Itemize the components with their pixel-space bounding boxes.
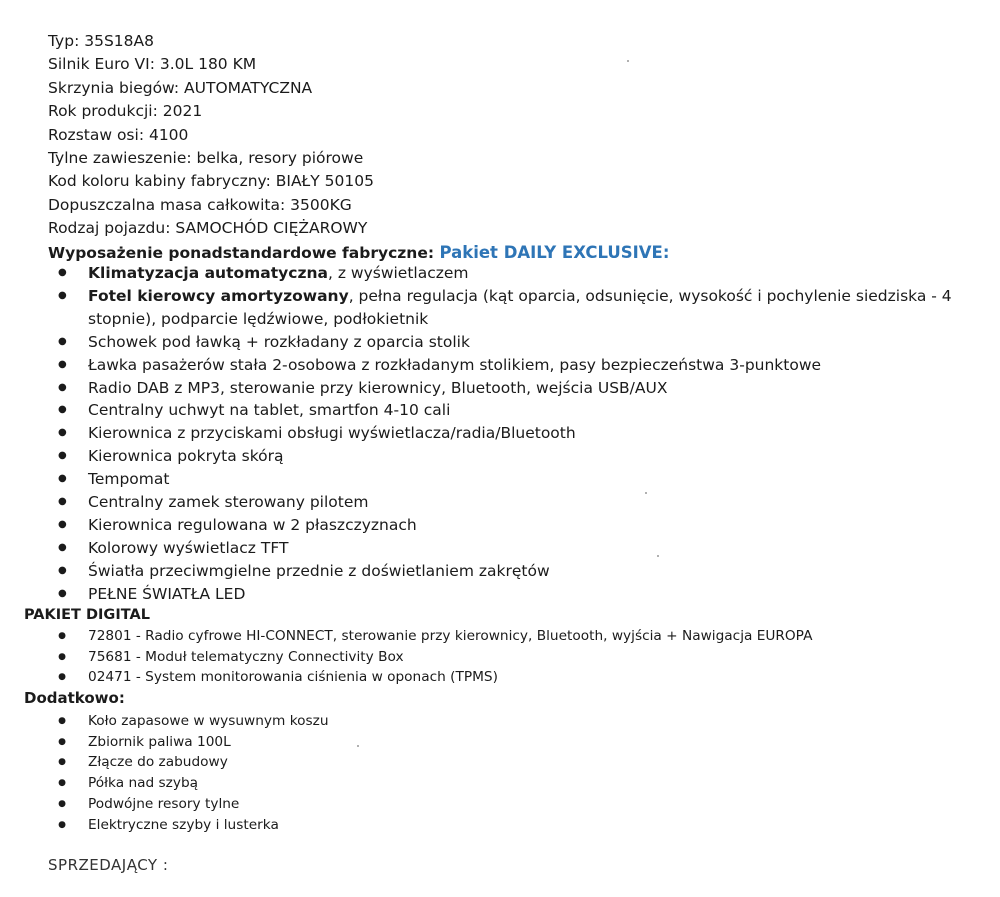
equipment-item bbox=[48, 399, 988, 422]
spec-year: Rok produkcji: 2021 bbox=[48, 102, 203, 121]
equipment-item bbox=[48, 583, 988, 606]
equipment-item bbox=[48, 560, 988, 583]
extras-item bbox=[48, 752, 329, 773]
equipment-item-text: Centralny uchwyt na tablet, smartfon 4-10 cali bbox=[88, 401, 451, 420]
extras-item-text: Elektryczne szyby i lusterka bbox=[88, 816, 279, 833]
equipment-item bbox=[48, 331, 988, 354]
spec-suspension: Tylne zawieszenie: belka, resory piórowe bbox=[48, 149, 364, 168]
digital-item bbox=[48, 626, 812, 647]
digital-package-list bbox=[48, 626, 812, 688]
bullet-icon: ● bbox=[58, 381, 67, 393]
equipment-item-text: Radio DAB z MP3, sterowanie przy kierownicy, Bluetooth, wejścia USB/AUX bbox=[88, 378, 668, 397]
extras-item-text: Złącze do zabudowy bbox=[88, 754, 228, 771]
equipment-item bbox=[48, 514, 988, 537]
bullet-icon: ● bbox=[58, 819, 66, 830]
bullet-icon: ● bbox=[58, 358, 67, 370]
extras-item bbox=[48, 815, 329, 836]
extras-title: Dodatkowo: bbox=[24, 689, 125, 707]
extras-list bbox=[48, 711, 329, 835]
extras-item-text: Półka nad szybą bbox=[88, 775, 199, 792]
equipment-item bbox=[48, 468, 988, 491]
digital-item-text: 72801 - Radio cyfrowe HI-CONNECT, sterowanie przy kierownicy, Bluetooth, wyjścia + Nawigacja EUROPA bbox=[88, 628, 813, 644]
equipment-item bbox=[48, 285, 988, 331]
bullet-icon: ● bbox=[58, 335, 67, 347]
bullet-icon: ● bbox=[58, 587, 67, 599]
bullet-icon: ● bbox=[58, 736, 66, 747]
equipment-item-text: , z wyświetlaczem bbox=[327, 264, 469, 282]
scan-speck bbox=[657, 555, 659, 557]
equipment-item bbox=[48, 354, 988, 377]
equipment-item-text: Światła przeciwmgielne przednie z doświetlaniem zakrętów bbox=[88, 561, 550, 580]
bullet-icon: ● bbox=[58, 778, 66, 789]
digital-item-text: 75681 - Moduł telematyczny Connectivity Box bbox=[88, 648, 404, 665]
bullet-icon: ● bbox=[58, 798, 66, 809]
equipment-item bbox=[48, 445, 988, 468]
equipment-item-text: Centralny zamek sterowany pilotem bbox=[88, 493, 369, 512]
extras-item bbox=[48, 732, 329, 753]
equipment-heading-label: Wyposażenie ponadstandardowe fabryczne: bbox=[48, 243, 440, 262]
equipment-item-text: PEŁNE ŚWIATŁA LED bbox=[88, 584, 246, 603]
spec-wheelbase: Rozstaw osi: 4100 bbox=[48, 125, 189, 144]
digital-item-text: 02471 - System monitorowania ciśnienia w oponach (TPMS) bbox=[88, 669, 498, 686]
extras-item bbox=[48, 794, 329, 815]
bullet-icon: ● bbox=[58, 541, 67, 553]
bullet-icon: ● bbox=[58, 631, 66, 641]
extras-item-text: Podwójne resory tylne bbox=[88, 795, 240, 812]
digital-item bbox=[48, 647, 812, 668]
seller-label: SPRZEDAJĄCY : bbox=[48, 856, 169, 874]
equipment-item-text: Schowek pod ławką + rozkładany z oparcia stolik bbox=[88, 332, 470, 351]
spec-vehicle-type: Rodzaj pojazdu: SAMOCHÓD CIĘŻAROWY bbox=[48, 219, 368, 238]
digital-item bbox=[48, 667, 812, 688]
equipment-item-text: Tempomat bbox=[88, 470, 170, 489]
digital-package-title: PAKIET DIGITAL bbox=[24, 607, 150, 623]
bullet-icon: ● bbox=[58, 427, 67, 439]
bullet-icon: ● bbox=[58, 473, 67, 485]
extras-item bbox=[48, 711, 329, 732]
equipment-item bbox=[48, 422, 988, 445]
equipment-item bbox=[48, 491, 988, 514]
bullet-icon: ● bbox=[58, 651, 66, 662]
extras-item bbox=[48, 773, 329, 794]
equipment-item-bold: Fotel kierowcy amortyzowany bbox=[88, 286, 349, 305]
bullet-icon: ● bbox=[58, 757, 66, 768]
equipment-item-text: Kierownica z przyciskami obsługi wyświetlacza/radia/Bluetooth bbox=[88, 424, 576, 443]
spec-engine: Silnik Euro VI: 3.0L 180 KM bbox=[48, 55, 257, 74]
bullet-icon: ● bbox=[58, 564, 67, 576]
bullet-icon: ● bbox=[58, 496, 67, 508]
bullet-icon: ● bbox=[58, 267, 67, 278]
spec-gearbox: Skrzynia biegów: AUTOMATYCZNA bbox=[48, 78, 313, 97]
scan-speck bbox=[357, 745, 359, 747]
equipment-item bbox=[48, 262, 988, 285]
equipment-item bbox=[48, 537, 988, 560]
extras-item-text: Zbiornik paliwa 100L bbox=[88, 733, 231, 750]
equipment-item bbox=[48, 377, 988, 400]
bullet-icon: ● bbox=[58, 518, 67, 530]
scan-speck bbox=[645, 492, 647, 494]
bullet-icon: ● bbox=[58, 716, 66, 726]
extras-item-text: Koło zapasowe w wysuwnym koszu bbox=[88, 713, 329, 729]
bullet-icon: ● bbox=[58, 404, 67, 416]
bullet-icon: ● bbox=[58, 289, 67, 301]
equipment-item-text: , pełna regulacja (kąt oparcia, odsunięcie, wysokość i pochylenie siedziska - 4 stopnie), podparcie lędźwiowe, podłokietnik bbox=[88, 286, 952, 328]
equipment-item-text: Ławka pasażerów stała 2-osobowa z rozkładanym stolikiem, pasy bezpieczeństwa 3-punktowe bbox=[88, 355, 822, 374]
equipment-item-text: Kolorowy wyświetlacz TFT bbox=[88, 538, 289, 557]
package-name: Pakiet DAILY EXCLUSIVE: bbox=[439, 242, 670, 262]
bullet-icon: ● bbox=[58, 450, 67, 462]
equipment-item-bold: Klimatyzacja automatyczna bbox=[88, 264, 328, 282]
spec-color: Kod koloru kabiny fabryczny: BIAŁY 50105 bbox=[48, 172, 374, 191]
vehicle-specs bbox=[48, 30, 669, 265]
equipment-item-text: Kierownica regulowana w 2 płaszczyznach bbox=[88, 515, 417, 534]
spec-type: Typ: 35S18A8 bbox=[48, 32, 154, 50]
spec-mass: Dopuszczalna masa całkowita: 3500KG bbox=[48, 195, 352, 214]
equipment-item-text: Kierownica pokryta skórą bbox=[88, 447, 284, 466]
bullet-icon: ● bbox=[58, 672, 66, 683]
equipment-list bbox=[48, 262, 988, 606]
scan-speck bbox=[627, 60, 629, 62]
